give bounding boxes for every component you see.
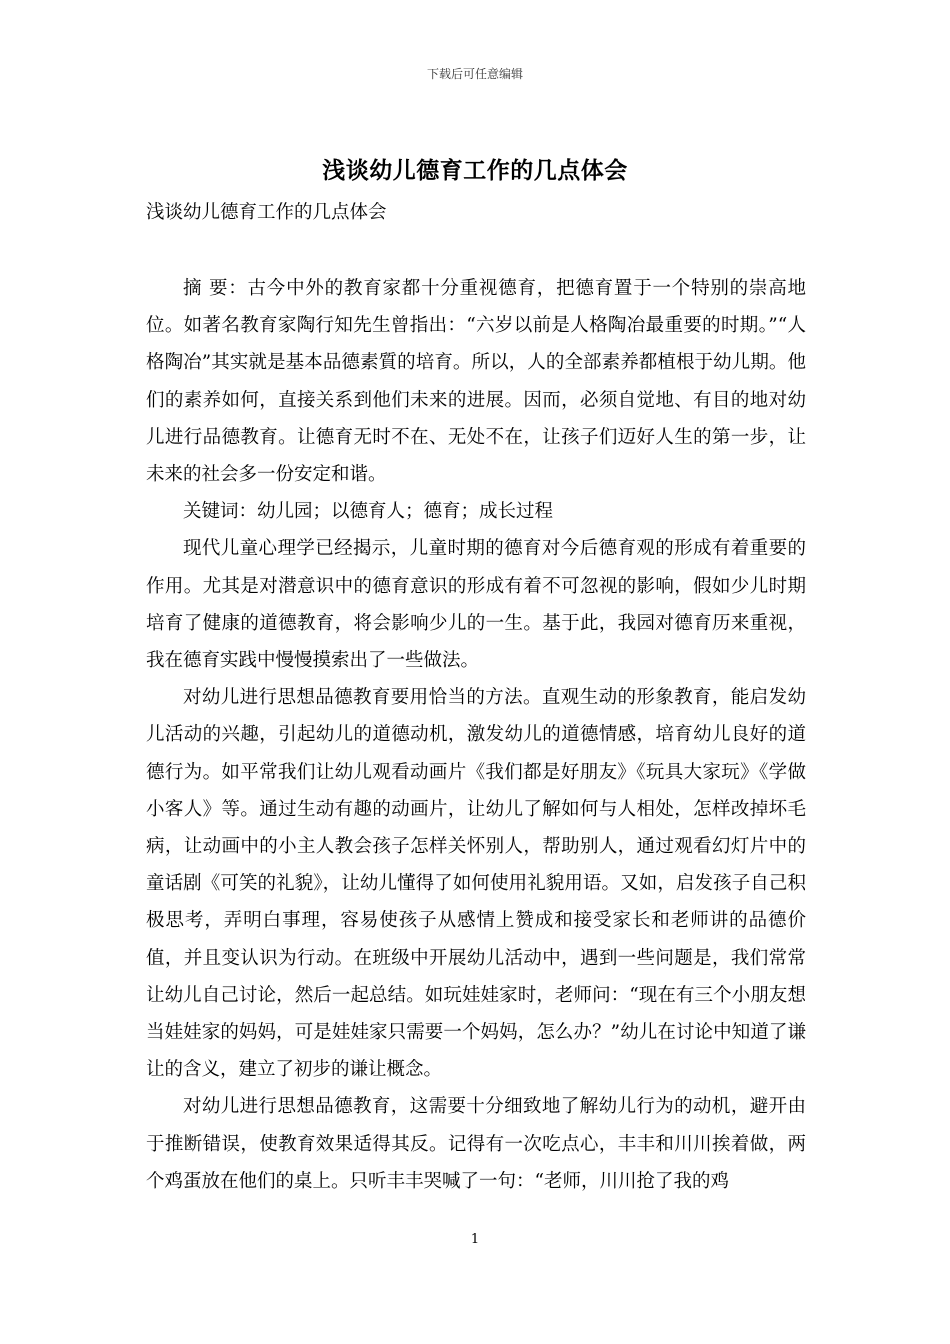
abstract-paragraph: 摘 要：古今中外的教育家都十分重视德育，把德育置于一个特别的崇高地位。如著名教育家陶行知先生曾指出：“六岁以前是人格陶冶最重要的时期。”“人格陶冶”其实就是基本品德素質的培育。所以，人的全部素养都植根于幼儿期。他们的素养如何，直接关系到他们未来的进展。因而，必须自觉地、有目的地对幼儿进行品德教育。让德育无时不在、无处不在，让孩子们迈好人生的第一步，让未来的社会多一份安定和谐。 [146,278,806,486]
keywords-paragraph: 关键词：幼儿园；以德育人；德育；成长过程 [183,501,554,523]
document-title: 浅谈幼儿德育工作的几点体会 [322,157,628,184]
body-paragraph: 现代儿童心理学已经揭示，儿童时期的德育对今后德育观的形成有着重要的作用。尤其是对潜意识中的德育意识的形成有着不可忽视的影响，假如少儿时期培育了健康的道德教育，将会影响少儿的一生。基于此，我园对德育历来重视，我在德育实践中慢慢摸索出了一些做法。 [146,538,806,672]
document-body [146,270,806,1200]
document-subtitle: 浅谈幼儿德育工作的几点体会 [146,202,387,223]
body-paragraph: 对幼儿进行思想品德教育要用恰当的方法。直观生动的形象教育，能启发幼儿活动的兴趣，引起幼儿的道德动机，激发幼儿的道德情感，培育幼儿良好的道德行为。如平常我们让幼儿观看动画片《我们都是好朋友》《玩具大家玩》《学做小客人》等。通过生动有趣的动画片，让幼儿了解如何与人相处，怎样改掉坏毛病，让动画中的小主人教会孩子怎样关怀别人，帮助别人，通过观看幻灯片中的童话剧《可笑的礼貌》，让幼儿懂得了如何使用礼貌用语。又如，启发孩子自己积极思考，弄明白事理，容易使孩子从感情上赞成和接受家长和老师讲的品德价值，并且变认识为行动。在班级中开展幼儿活动中，遇到一些问题是，我们常常让幼儿自己讨论，然后一起总结。如玩娃娃家时，老师问：“现在有三个小朋友想当娃娃家的妈妈，可是娃娃家只需要一个妈妈，怎么办？”幼儿在讨论中知道了谦让的含义，建立了初步的谦让概念。 [146,687,806,1081]
page-number: 1 [470,1232,480,1247]
header-note: 下载后可任意编辑 [426,67,523,81]
body-paragraph: 对幼儿进行思想品德教育，这需要十分细致地了解幼儿行为的动机，避开由于推断错误，使教育效果适得其反。记得有一次吃点心，丰丰和川川挨着做，两个鸡蛋放在他们的桌上。只听丰丰哭喊了一句：“老师，川川抢了我的鸡 [146,1096,806,1192]
